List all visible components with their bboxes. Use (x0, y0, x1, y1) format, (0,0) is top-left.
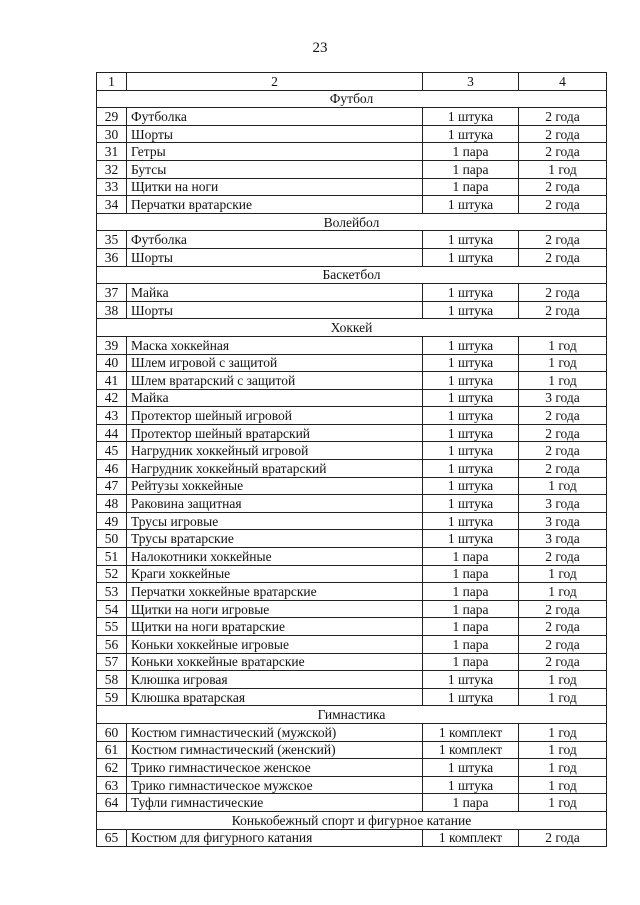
item-quantity: 1 штука (423, 688, 519, 706)
item-name: Перчатки вратарские (127, 196, 423, 214)
table-row (97, 301, 607, 319)
item-name: Шорты (127, 125, 423, 143)
item-quantity: 1 штука (423, 284, 519, 302)
item-term: 1 год (519, 759, 607, 777)
row-number: 56 (97, 636, 127, 654)
item-name: Щитки на ноги вратарские (127, 618, 423, 636)
item-term: 2 года (519, 636, 607, 654)
section-title: Волейбол (97, 213, 607, 231)
item-name: Футболка (127, 108, 423, 126)
table-row (97, 424, 607, 442)
item-name: Гетры (127, 143, 423, 161)
table-row (97, 741, 607, 759)
item-name: Краги хоккейные (127, 565, 423, 583)
item-quantity: 1 пара (423, 548, 519, 566)
item-term: 2 года (519, 442, 607, 460)
table-row (97, 178, 607, 196)
item-name: Майка (127, 284, 423, 302)
item-name: Бутсы (127, 160, 423, 178)
section-title: Баскетбол (97, 266, 607, 284)
row-number: 39 (97, 336, 127, 354)
row-number: 63 (97, 776, 127, 794)
item-name: Костюм гимнастический (мужской) (127, 723, 423, 741)
table-row (97, 442, 607, 460)
item-quantity: 1 штука (423, 389, 519, 407)
row-number: 51 (97, 548, 127, 566)
item-quantity: 1 штука (423, 248, 519, 266)
row-number: 38 (97, 301, 127, 319)
item-term: 1 год (519, 336, 607, 354)
row-number: 65 (97, 829, 127, 847)
item-quantity: 1 штука (423, 336, 519, 354)
item-term: 2 года (519, 618, 607, 636)
item-term: 1 год (519, 477, 607, 495)
section-title: Хоккей (97, 319, 607, 337)
item-quantity: 1 штука (423, 354, 519, 372)
table-row (97, 231, 607, 249)
row-number: 41 (97, 372, 127, 390)
item-term: 2 года (519, 143, 607, 161)
item-quantity: 1 пара (423, 583, 519, 601)
item-name: Маска хоккейная (127, 336, 423, 354)
item-name: Нагрудник хоккейный игровой (127, 442, 423, 460)
table-row (97, 671, 607, 689)
table-row (97, 389, 607, 407)
table-row (97, 248, 607, 266)
column-header-3: 3 (423, 73, 519, 91)
item-term: 1 год (519, 160, 607, 178)
column-header-4: 4 (519, 73, 607, 91)
table-row (97, 530, 607, 548)
table-row (97, 600, 607, 618)
item-term: 2 года (519, 460, 607, 478)
row-number: 33 (97, 178, 127, 196)
row-number: 30 (97, 125, 127, 143)
item-quantity: 1 пара (423, 143, 519, 161)
row-number: 60 (97, 723, 127, 741)
item-name: Щитки на ноги игровые (127, 600, 423, 618)
column-header-2: 2 (127, 73, 423, 91)
row-number: 45 (97, 442, 127, 460)
item-name: Протектор шейный игровой (127, 407, 423, 425)
item-term: 2 года (519, 548, 607, 566)
item-name: Майка (127, 389, 423, 407)
table-row (97, 495, 607, 513)
item-name: Шорты (127, 248, 423, 266)
item-quantity: 1 штука (423, 671, 519, 689)
item-quantity: 1 штука (423, 776, 519, 794)
item-term: 1 год (519, 565, 607, 583)
row-number: 52 (97, 565, 127, 583)
table-row (97, 583, 607, 601)
item-quantity: 1 комплект (423, 741, 519, 759)
item-quantity: 1 штука (423, 301, 519, 319)
item-name: Шлем вратарский с защитой (127, 372, 423, 390)
item-term: 3 года (519, 495, 607, 513)
row-number: 37 (97, 284, 127, 302)
item-quantity: 1 штука (423, 512, 519, 530)
row-number: 32 (97, 160, 127, 178)
item-quantity: 1 штука (423, 460, 519, 478)
item-term: 3 года (519, 530, 607, 548)
row-number: 36 (97, 248, 127, 266)
row-number: 55 (97, 618, 127, 636)
item-term: 2 года (519, 108, 607, 126)
table-row (97, 512, 607, 530)
table-row (97, 565, 607, 583)
item-quantity: 1 пара (423, 160, 519, 178)
item-name: Трико гимнастическое мужское (127, 776, 423, 794)
item-term: 2 года (519, 600, 607, 618)
item-term: 2 года (519, 829, 607, 847)
table-row (97, 548, 607, 566)
table-row (97, 723, 607, 741)
item-quantity: 1 пара (423, 600, 519, 618)
section-header-row (97, 90, 607, 108)
item-quantity: 1 пара (423, 794, 519, 812)
item-term: 2 года (519, 178, 607, 196)
item-quantity: 1 штука (423, 196, 519, 214)
table-row (97, 284, 607, 302)
item-name: Костюм для фигурного катания (127, 829, 423, 847)
table-body (97, 90, 607, 847)
item-name: Нагрудник хоккейный вратарский (127, 460, 423, 478)
row-number: 50 (97, 530, 127, 548)
table-row (97, 372, 607, 390)
item-name: Рейтузы хоккейные (127, 477, 423, 495)
row-number: 62 (97, 759, 127, 777)
row-number: 44 (97, 424, 127, 442)
item-term: 1 год (519, 723, 607, 741)
item-name: Перчатки хоккейные вратарские (127, 583, 423, 601)
item-term: 2 года (519, 424, 607, 442)
item-term: 2 года (519, 301, 607, 319)
item-term: 2 года (519, 248, 607, 266)
item-term: 1 год (519, 372, 607, 390)
table-row (97, 143, 607, 161)
item-term: 1 год (519, 776, 607, 794)
item-quantity: 1 штука (423, 759, 519, 777)
page-number: 23 (312, 40, 328, 56)
table-row (97, 477, 607, 495)
section-header-row (97, 811, 607, 829)
item-name: Налокотники хоккейные (127, 548, 423, 566)
item-quantity: 1 штука (423, 108, 519, 126)
item-quantity: 1 штука (423, 495, 519, 513)
row-number: 42 (97, 389, 127, 407)
item-term: 1 год (519, 583, 607, 601)
row-number: 47 (97, 477, 127, 495)
item-term: 2 года (519, 653, 607, 671)
row-number: 34 (97, 196, 127, 214)
table-row (97, 407, 607, 425)
item-name: Раковина защитная (127, 495, 423, 513)
item-quantity: 1 штука (423, 442, 519, 460)
table-row (97, 125, 607, 143)
table-row (97, 196, 607, 214)
row-number: 58 (97, 671, 127, 689)
item-term: 2 года (519, 231, 607, 249)
section-header-row (97, 706, 607, 724)
column-header-1: 1 (97, 73, 127, 91)
row-number: 53 (97, 583, 127, 601)
item-quantity: 1 штука (423, 372, 519, 390)
item-term: 2 года (519, 125, 607, 143)
table-row (97, 108, 607, 126)
item-quantity: 1 штука (423, 125, 519, 143)
item-term: 2 года (519, 196, 607, 214)
row-number: 43 (97, 407, 127, 425)
item-name: Туфли гимнастические (127, 794, 423, 812)
table-row (97, 636, 607, 654)
row-number: 57 (97, 653, 127, 671)
row-number: 64 (97, 794, 127, 812)
table-row (97, 460, 607, 478)
item-term: 1 год (519, 794, 607, 812)
item-name: Трусы вратарские (127, 530, 423, 548)
item-name: Костюм гимнастический (женский) (127, 741, 423, 759)
table-row (97, 688, 607, 706)
item-name: Шлем игровой с защитой (127, 354, 423, 372)
row-number: 61 (97, 741, 127, 759)
row-number: 46 (97, 460, 127, 478)
item-term: 2 года (519, 407, 607, 425)
item-name: Трусы игровые (127, 512, 423, 530)
item-term: 1 год (519, 741, 607, 759)
table-row (97, 354, 607, 372)
row-number: 49 (97, 512, 127, 530)
item-quantity: 1 штука (423, 530, 519, 548)
item-name: Протектор шейный вратарский (127, 424, 423, 442)
table-row (97, 336, 607, 354)
item-quantity: 1 комплект (423, 829, 519, 847)
section-title: Футбол (97, 90, 607, 108)
item-quantity: 1 комплект (423, 723, 519, 741)
item-name: Футболка (127, 231, 423, 249)
equipment-table (96, 72, 607, 847)
item-quantity: 1 пара (423, 636, 519, 654)
row-number: 29 (97, 108, 127, 126)
column-number-row (97, 73, 607, 91)
row-number: 31 (97, 143, 127, 161)
section-title: Конькобежный спорт и фигурное катание (97, 811, 607, 829)
item-name: Клюшка вратарская (127, 688, 423, 706)
item-term: 3 года (519, 389, 607, 407)
row-number: 48 (97, 495, 127, 513)
table-row (97, 794, 607, 812)
table-row (97, 759, 607, 777)
section-title: Гимнастика (97, 706, 607, 724)
item-quantity: 1 штука (423, 477, 519, 495)
table-row (97, 776, 607, 794)
item-quantity: 1 пара (423, 618, 519, 636)
item-quantity: 1 штука (423, 424, 519, 442)
section-header-row (97, 213, 607, 231)
item-name: Шорты (127, 301, 423, 319)
item-name: Трико гимнастическое женское (127, 759, 423, 777)
item-quantity: 1 штука (423, 231, 519, 249)
item-name: Коньки хоккейные вратарские (127, 653, 423, 671)
row-number: 54 (97, 600, 127, 618)
item-term: 1 год (519, 671, 607, 689)
table-row (97, 618, 607, 636)
item-term: 1 год (519, 688, 607, 706)
item-term: 1 год (519, 354, 607, 372)
item-name: Клюшка игровая (127, 671, 423, 689)
item-name: Щитки на ноги (127, 178, 423, 196)
section-header-row (97, 319, 607, 337)
item-quantity: 1 пара (423, 653, 519, 671)
item-quantity: 1 пара (423, 178, 519, 196)
table-row (97, 829, 607, 847)
row-number: 40 (97, 354, 127, 372)
section-header-row (97, 266, 607, 284)
item-quantity: 1 пара (423, 565, 519, 583)
row-number: 59 (97, 688, 127, 706)
table-row (97, 653, 607, 671)
table-row (97, 160, 607, 178)
item-name: Коньки хоккейные игровые (127, 636, 423, 654)
item-quantity: 1 штука (423, 407, 519, 425)
item-term: 3 года (519, 512, 607, 530)
item-term: 2 года (519, 284, 607, 302)
row-number: 35 (97, 231, 127, 249)
